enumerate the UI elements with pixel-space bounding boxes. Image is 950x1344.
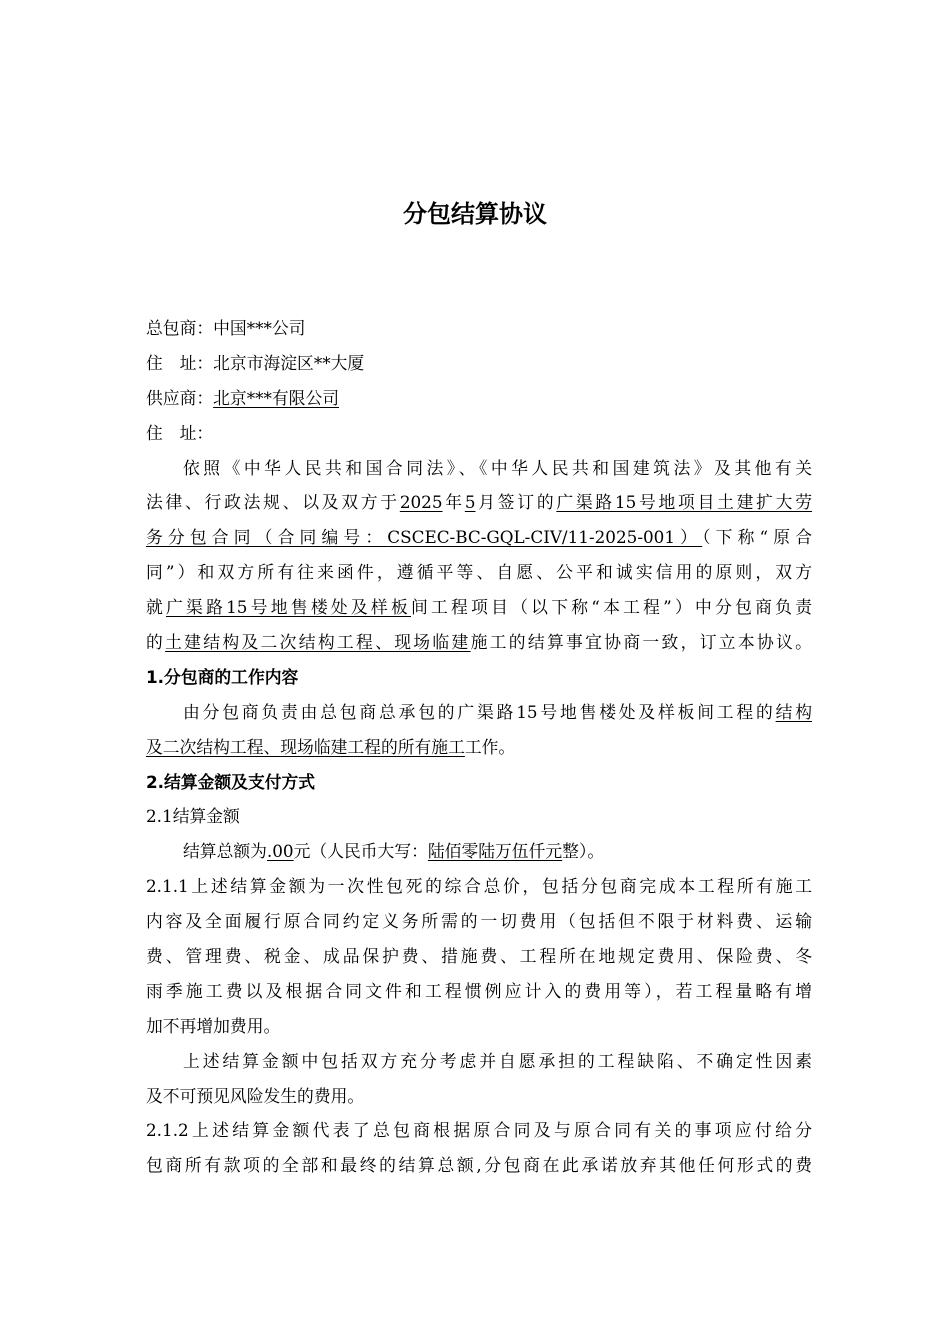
clause-2-1-2-line-2: 包商所有款项的全部和最终的结算总额,分包商在此承诺放弃其他任何形式的费: [146, 1155, 812, 1176]
intro-line-6: 的土建结构及二次结构工程、现场临建施工的结算事宜协商一致，订立本协议。: [146, 632, 812, 653]
supplier-value: 北京***有限公司: [213, 387, 340, 408]
supplier-address-label: 住 址：: [146, 422, 214, 443]
clause-2-1-1-line-5: 加不再增加费用。: [146, 1015, 281, 1036]
original-contract-name: 广渠路15号地项目土建扩大劳: [556, 492, 812, 513]
intro-line-5: 就广渠路15号地售楼处及样板间工程项目（以下称“本工程”）中分包商负责: [146, 597, 812, 618]
contractor-label: 总包商：: [146, 318, 214, 338]
supplier-label: 供应商：: [146, 387, 214, 408]
intro-line-2: 法律、行政法规、以及双方于2025年5月签订的广渠路15号地项目土建扩大劳: [146, 492, 812, 513]
supplier-address-line: [146, 416, 812, 451]
intro-line-3: 务分包合同（合同编号：CSCEC-BC-GQL-CIV/11-2025-001）（下称“原合: [146, 527, 812, 548]
settlement-amount-line: 结算总额为.00元（人民币大写：陆佰零陆万伍仟元整）。: [183, 841, 605, 862]
risk-paragraph-line-1: 上述结算金额中包括双方充分考虑并自愿承担的工程缺陷、不确定性因素: [183, 1050, 812, 1071]
contractor-address-label: 住 址：: [146, 352, 214, 373]
project-name: 广渠路15号地售楼处及样板: [166, 597, 411, 618]
contractor-address-value: 北京市海淀区**大厦: [213, 352, 365, 373]
section-1-line-2: 及二次结构工程、现场临建工程的所有施工工作。: [146, 736, 516, 757]
risk-paragraph-line-2: 及不可预见风险发生的费用。: [146, 1085, 365, 1106]
settlement-amount-words: 陆佰零陆万伍仟元: [427, 841, 563, 862]
clause-2-1-1-line-4: 雨季施工费以及根据合同文件和工程惯例应计入的费用等），若工程量略有增: [146, 980, 812, 1001]
intro-line-4: 同”）和双方所有往来函件，遵循平等、自愿、公平和诚实信用的原则，双方: [146, 562, 812, 583]
section-1-heading: 1.分包商的工作内容: [146, 666, 299, 687]
section-1-line-1: 由分包商负责由总包商总承包的广渠路15号地售楼处及样板间工程的结构: [183, 701, 812, 722]
clause-2-1-1-line-2: 内容及全面履行原合同约定义务所需的一切费用（包括但不限于材料费、运输: [146, 911, 812, 932]
supplier-line: [146, 381, 812, 416]
contract-month: 5: [464, 492, 476, 513]
section-2-heading: 2.结算金额及支付方式: [146, 771, 316, 792]
clause-2-1-2-line-1: 2.1.2上述结算金额代表了总包商根据原合同及与原合同有关的事项应付给分: [146, 1120, 812, 1141]
intro-line-1: 依照《中华人民共和国合同法》、《中华人民共和国建筑法》及其他有关: [183, 457, 812, 478]
clause-2-1-1-line-1: 2.1.1上述结算金额为一次性包死的综合总价，包括分包商完成本工程所有施工: [146, 876, 812, 897]
work-scope: 土建结构及二次结构工程、现场临建: [165, 632, 471, 653]
contractor-value: 中国***公司: [213, 318, 306, 338]
section-2-1-heading: 2.1结算金额: [146, 806, 240, 827]
settlement-amount: .00: [266, 841, 294, 862]
contractor-address-line: [146, 346, 812, 381]
contract-number: CSCEC-BC-GQL-CIV/11-2025-001: [387, 527, 676, 548]
document-body: [146, 311, 812, 1183]
contract-year: 2025: [399, 492, 443, 513]
document-title: 分包结算协议: [403, 200, 547, 228]
contractor-line: [146, 311, 812, 346]
clause-2-1-1-line-3: 费、管理费、税金、成品保护费、措施费、工程所在地规定费用、保险费、冬: [146, 946, 812, 967]
